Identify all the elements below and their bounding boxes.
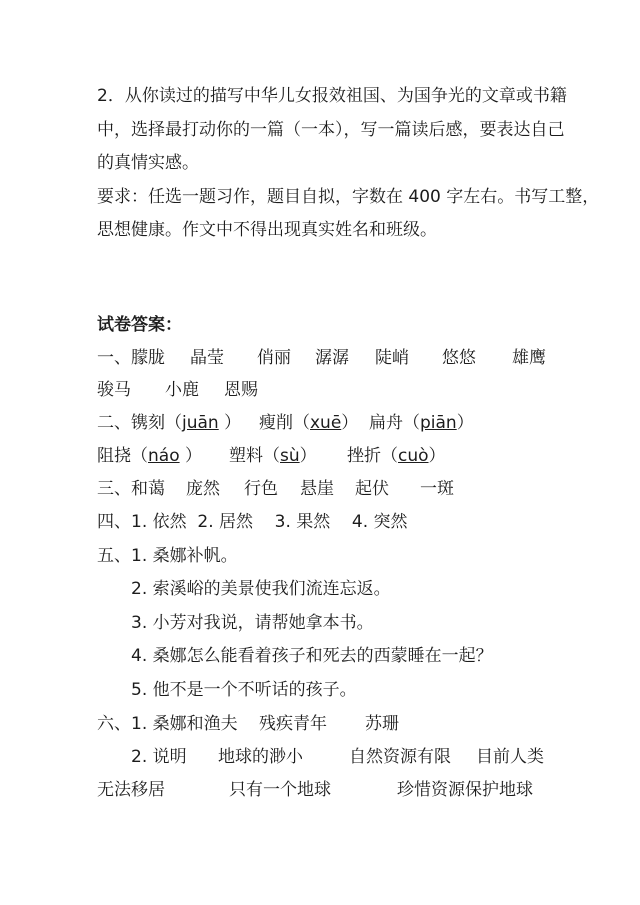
prompt-requirement-line-1: 要求：任选一题习作，题目自拟，字数在 400 字左右。书写工整， <box>97 187 600 207</box>
word-item: 朦胧 <box>131 348 165 368</box>
sentence-item: 4. 桑娜怎么能看着孩子和死去的西蒙睡在一起？ <box>131 646 493 666</box>
word-item: 晶莹 <box>190 348 224 368</box>
section-6-row-2 <box>131 746 551 768</box>
section-1-row-2 <box>97 379 397 401</box>
pinyin-word: 扁舟（ <box>369 413 420 433</box>
word-item: 庞然 <box>186 479 220 499</box>
word-item: 雄鹰 <box>512 348 546 368</box>
pinyin-close: ） <box>179 446 202 466</box>
pinyin-item <box>347 445 446 467</box>
word-item: 和蔼 <box>131 479 165 499</box>
answer-item: 只有一个地球 <box>229 780 331 800</box>
answer-item: 目前人类 <box>476 747 544 767</box>
word-item: 行色 <box>244 479 278 499</box>
pinyin-item <box>131 412 241 434</box>
section-6-label: 六、 <box>97 714 131 734</box>
sentence-item: 5. 他不是一个不听话的孩子。 <box>131 680 357 700</box>
pinyin-answer: juān <box>182 413 219 433</box>
prompt-line-1: 2．从你读过的描写中华儿女报效祖国、为国争光的文章或书籍 <box>97 86 567 106</box>
answer-item: 珍惜资源保护地球 <box>397 780 533 800</box>
pinyin-answer: cuò <box>398 446 429 466</box>
word-item: 起伏 <box>355 479 389 499</box>
pinyin-answer: piān <box>420 413 457 433</box>
prompt-requirement-line-2: 思想健康。作文中不得出现真实姓名和班级。 <box>97 220 437 240</box>
answer-item: 自然资源有限 <box>349 747 451 767</box>
answers-title: 试卷答案： <box>97 315 182 335</box>
pinyin-word: 阻挠（ <box>97 446 148 466</box>
section-1-label: 一、 <box>97 348 131 368</box>
pinyin-answer: xuē <box>310 413 342 433</box>
pinyin-word: 瘦削（ <box>259 413 310 433</box>
word-item: 小鹿 <box>165 380 199 400</box>
pinyin-word: 挫折（ <box>347 446 398 466</box>
prompt-line-3: 的真情实感。 <box>97 153 199 173</box>
section-1-row-1 <box>97 347 557 369</box>
section-6-row-3 <box>97 779 537 801</box>
word-item: 潺潺 <box>315 348 349 368</box>
answer-item: 地球的渺小 <box>218 747 303 767</box>
pinyin-close: ） <box>299 446 317 466</box>
pinyin-close: ） <box>218 413 242 433</box>
word-item: 悠悠 <box>442 348 476 368</box>
word-item: 陡峭 <box>375 348 409 368</box>
word-item: 一斑 <box>420 479 454 499</box>
pinyin-close: ） <box>428 446 446 466</box>
pinyin-answer: náo <box>148 446 180 466</box>
pinyin-answer: sù <box>280 446 300 466</box>
section-6-row-1 <box>97 713 517 735</box>
word-item: 悬崖 <box>300 479 334 499</box>
prompt-line-2: 中，选择最打动你的一篇（一本），写一篇读后感，要表达自己 <box>97 120 565 140</box>
answer-item: 1. 桑娜和渔夫 <box>131 714 238 734</box>
pinyin-item <box>97 445 202 467</box>
section-5-row-1 <box>97 545 297 567</box>
answer-item: 残疾青年 <box>259 714 327 734</box>
section-4-line: 四、1. 依然 2. 居然 3. 果然 4. 突然 <box>97 512 408 532</box>
pinyin-item <box>369 412 474 434</box>
pinyin-word: 塑料（ <box>229 446 280 466</box>
section-2-row-2 <box>97 445 497 467</box>
answer-item: 无法移居 <box>97 780 165 800</box>
section-2-row-1 <box>97 412 497 434</box>
answer-item: 苏珊 <box>365 714 399 734</box>
pinyin-close: ） <box>341 413 359 433</box>
word-item: 骏马 <box>97 380 131 400</box>
section-5-label: 五、 <box>97 546 131 566</box>
sentence-item: 1. 桑娜补帆。 <box>131 546 238 566</box>
word-item: 恩赐 <box>224 380 258 400</box>
section-3-label: 三、 <box>97 479 131 499</box>
word-item: 俏丽 <box>257 348 291 368</box>
pinyin-close: ） <box>456 413 474 433</box>
pinyin-item <box>259 412 358 434</box>
pinyin-word: 镌刻（ <box>131 413 182 433</box>
sentence-item: 3. 小芳对我说，请帮她拿本书。 <box>131 613 374 633</box>
section-3-row <box>97 478 497 500</box>
sentence-item: 2. 索溪峪的美景使我们流连忘返。 <box>131 579 391 599</box>
pinyin-item <box>229 445 317 467</box>
answer-item: 2. 说明 <box>131 747 187 767</box>
section-2-label: 二、 <box>97 413 131 433</box>
